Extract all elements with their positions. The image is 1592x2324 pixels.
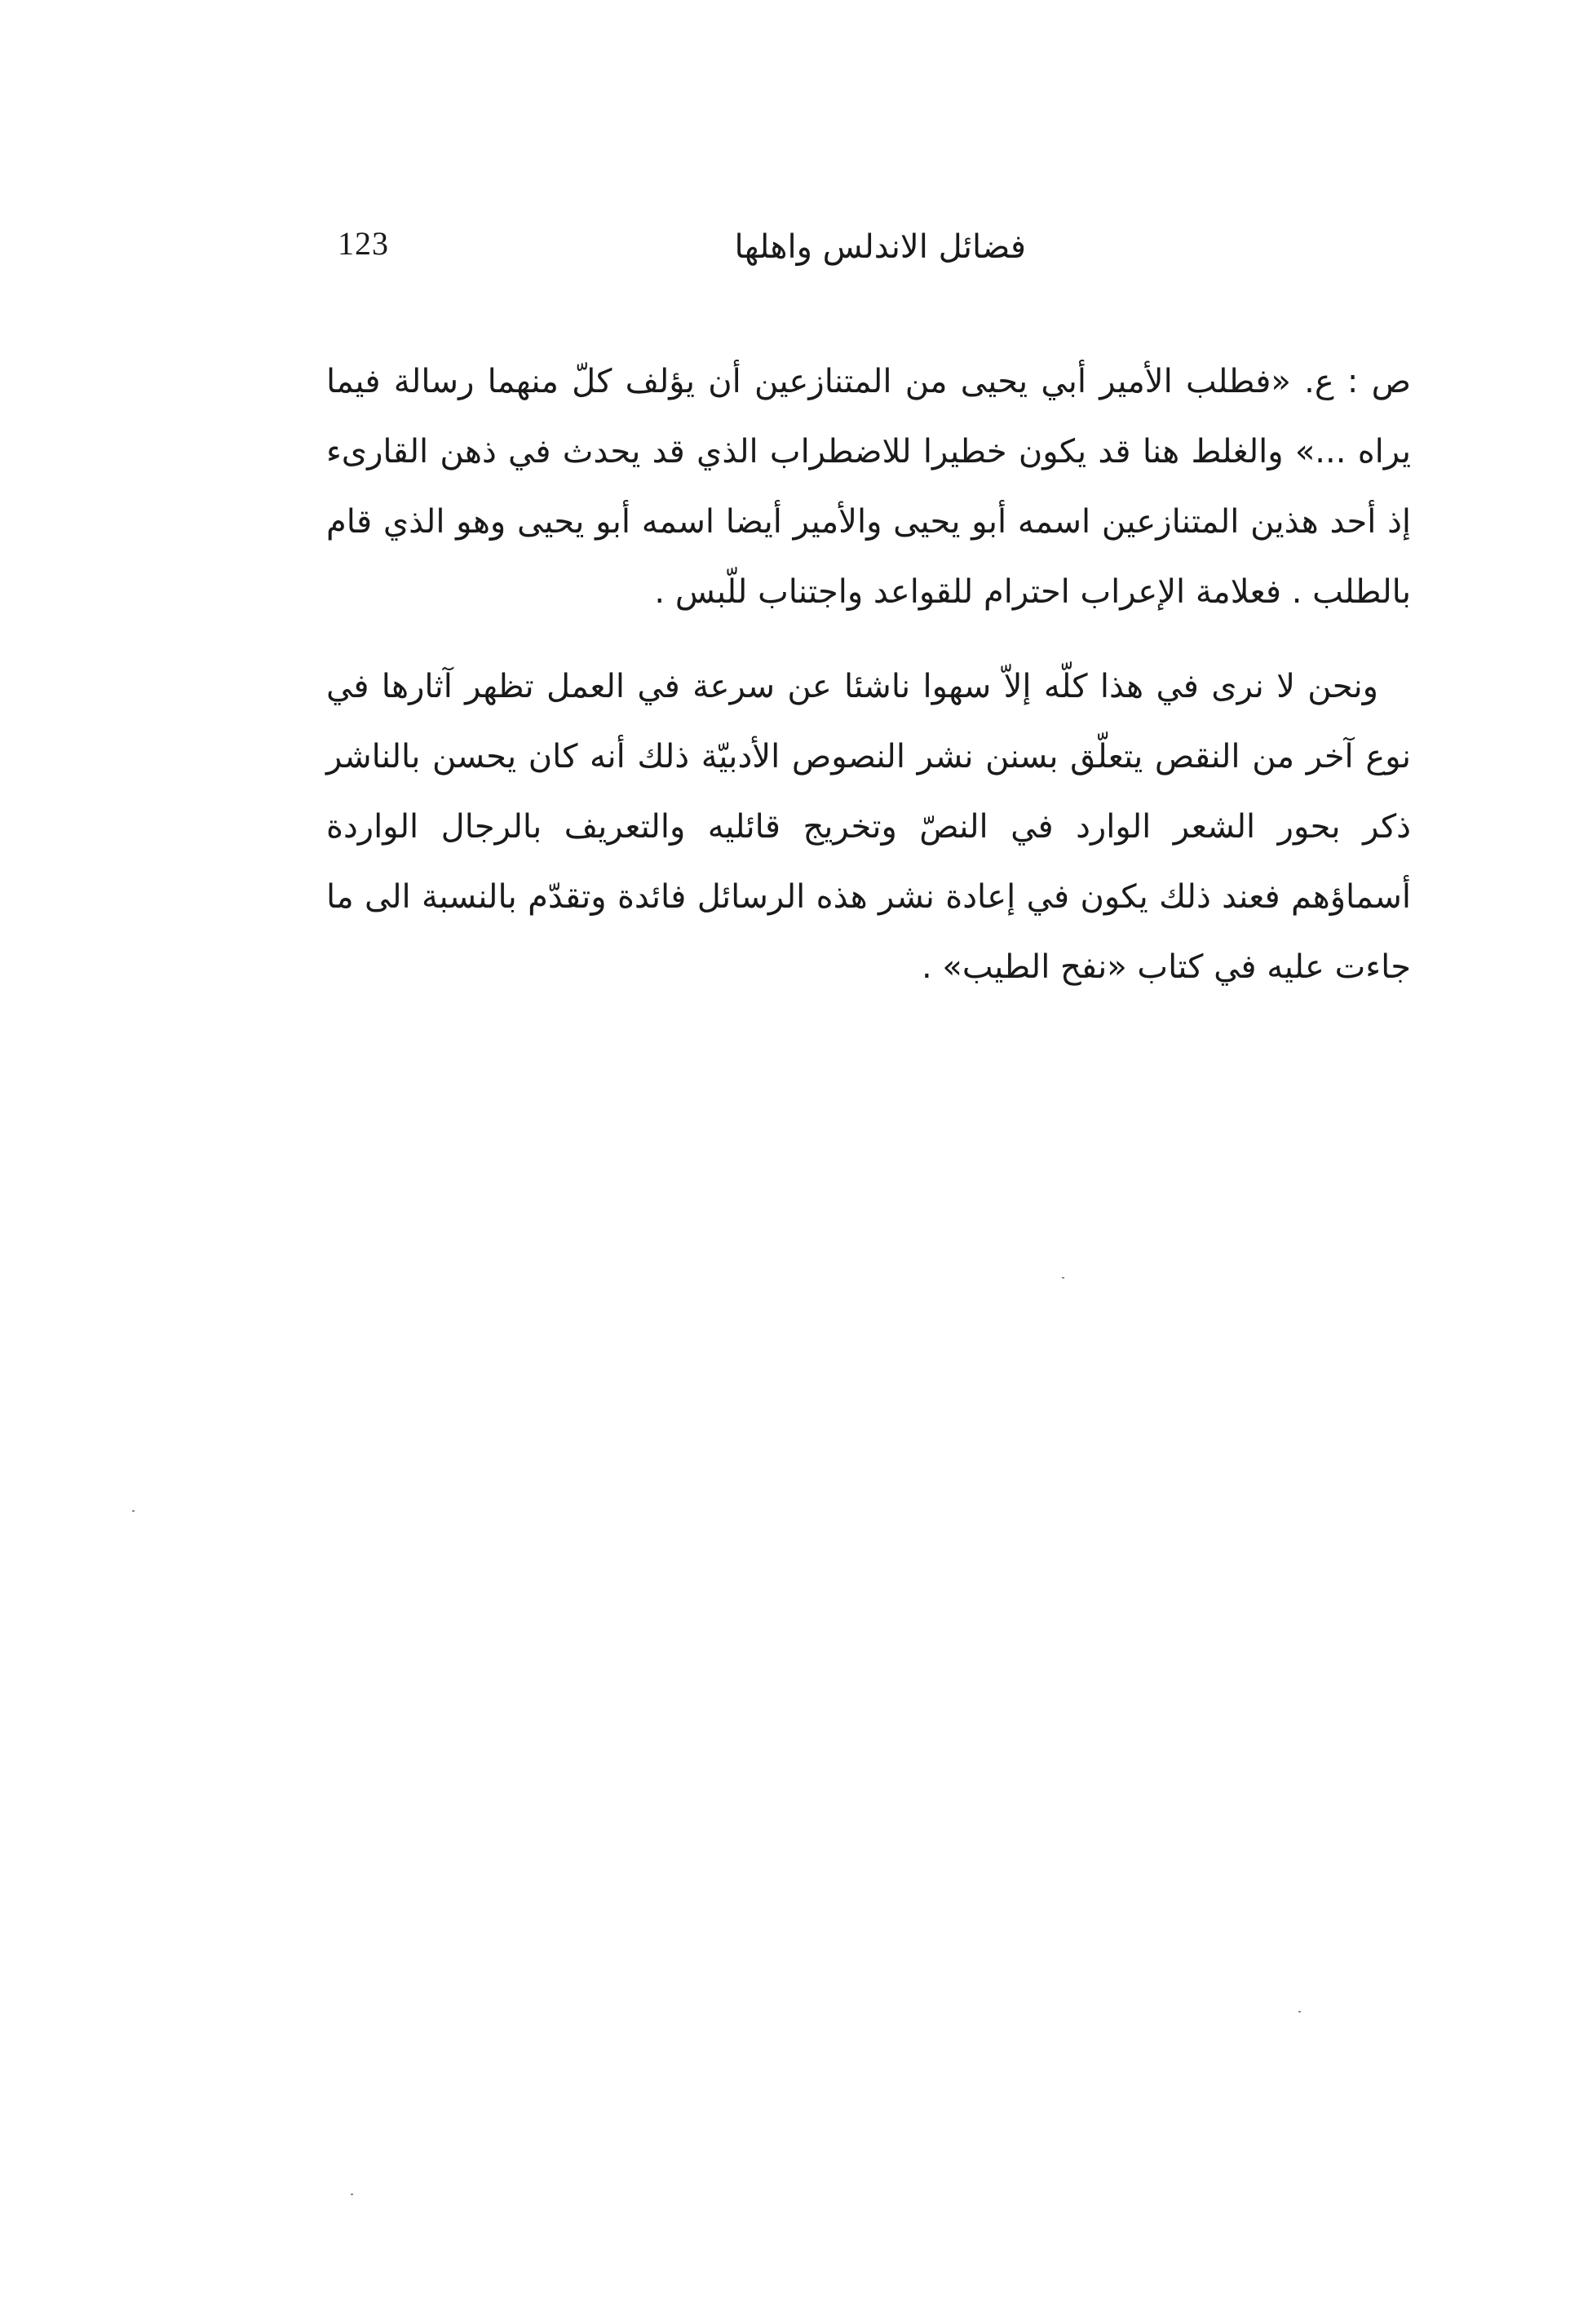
paragraph-1: ص : ع. «فطلب الأمير أبي يحيى من المتنازعين أن يؤلف كلّ منهما رسالة فيما يراه ...» والغلط هنا قد يكون خطيرا للاضطراب الذي قد يحدث في ذهن القارىء إذ أحد هذين المتنازعين اسمه أبو يحيى والأمير أيضا اسمه أبو يحيى وهو الذي قام بالطلب . فعلامة الإعراب احترام للقواعد واجتناب للّبس . (326, 363, 1411, 611)
scan-speck (132, 1510, 135, 1512)
running-header (326, 216, 1044, 281)
scan-speck (1298, 2011, 1301, 2013)
scan-speck (1062, 1277, 1064, 1279)
scan-speck (351, 2194, 353, 2195)
paragraph-2: ونحن لا نرى في هذا كلّه إلاّ سهوا ناشئا عن سرعة في العمل تظهر آثارها في نوع آخر من النقص يتعلّق بسنن نشر النصوص الأدبيّة ذلك أنه كان يحسن بالناشر ذكر بحور الشعر الوارد في النصّ وتخريج قائليه والتعريف بالرجال الواردة أسماؤهم فعند ذلك يكون في إعادة نشر هذه الرسائل فائدة وتقدّم بالنسبة الى ما جاءت عليه في كتاب «نفح الطيب» . (326, 668, 1411, 986)
body-text (326, 347, 1411, 1002)
page-number: 123 (338, 225, 389, 262)
book-title: فضائل الاندلس واهلها (734, 228, 1026, 266)
